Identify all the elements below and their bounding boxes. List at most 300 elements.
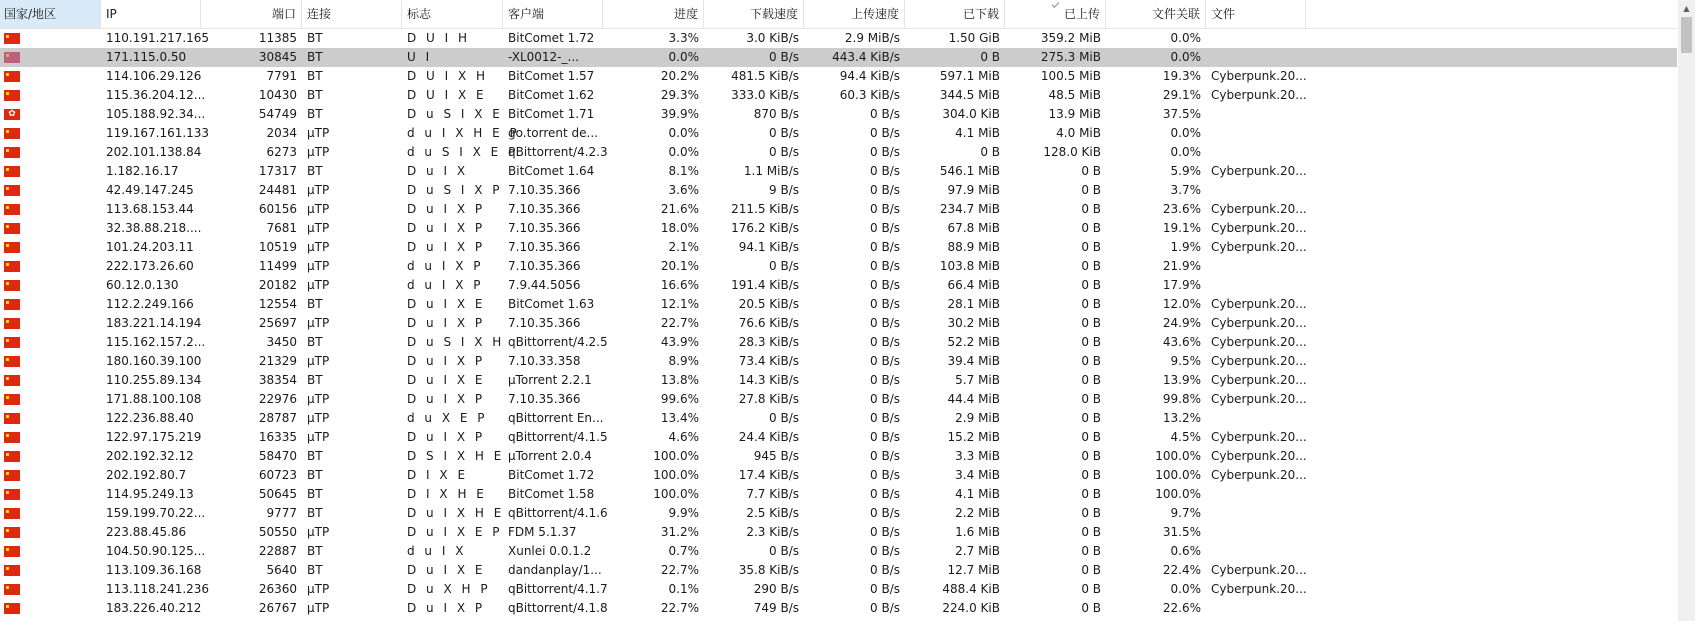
column-header-up-speed[interactable]: 上传速度 <box>804 0 905 28</box>
table-row[interactable] <box>0 371 1677 390</box>
cell-downloaded: 28.1 MiB <box>947 297 1000 311</box>
cell-connection: BT <box>307 88 323 102</box>
cell-relevance: 19.3% <box>1162 69 1201 83</box>
cell-country <box>0 67 101 86</box>
cell-relevance: 1.9% <box>1170 240 1201 254</box>
cell-downloaded: 52.2 MiB <box>947 335 1000 349</box>
cell-port: 50550 <box>258 525 297 539</box>
table-row[interactable] <box>0 29 1677 48</box>
table-row[interactable] <box>0 466 1677 485</box>
cell-down-speed: 211.5 KiB/s <box>731 202 799 216</box>
cell-flags: D u I X P <box>407 316 486 330</box>
cell-connection: µTP <box>307 259 330 273</box>
table-row[interactable] <box>0 580 1677 599</box>
cell-connection: BT <box>307 50 323 64</box>
cell-uploaded: 0 B <box>1081 411 1101 425</box>
cell-country <box>0 580 101 599</box>
cell-country <box>0 599 101 618</box>
cell-files <box>1206 257 1306 276</box>
cell-port: 28787 <box>258 411 297 425</box>
cell-files: Cyberpunk.20... <box>1211 430 1307 444</box>
cell-client: dandanplay/1... <box>508 563 602 577</box>
china-flag-icon <box>4 375 20 386</box>
cell-ip: 1.182.16.17 <box>106 164 179 178</box>
cell-downloaded: 12.7 MiB <box>947 563 1000 577</box>
scrollbar-thumb[interactable] <box>1681 17 1692 53</box>
cell-downloaded: 66.4 MiB <box>947 278 1000 292</box>
column-header-down-speed[interactable]: 下载速度 <box>704 0 804 28</box>
table-row[interactable] <box>0 599 1677 618</box>
cell-ip: 222.173.26.60 <box>106 259 194 273</box>
cell-downloaded: 5.7 MiB <box>955 373 1000 387</box>
china-flag-icon <box>4 280 20 291</box>
china-flag-icon <box>4 318 20 329</box>
cell-files: Cyberpunk.20... <box>1211 69 1307 83</box>
cell-connection: BT <box>307 69 323 83</box>
cell-uploaded: 0 B <box>1081 544 1101 558</box>
table-row[interactable] <box>0 238 1677 257</box>
cell-relevance: 100.0% <box>1155 468 1201 482</box>
column-header-progress[interactable]: 进度 <box>603 0 704 28</box>
cell-ip: 202.192.32.12 <box>106 449 194 463</box>
cell-up-speed: 0 B/s <box>870 183 900 197</box>
cell-files: Cyberpunk.20... <box>1211 563 1307 577</box>
cell-uploaded: 0 B <box>1081 164 1101 178</box>
cell-port: 54749 <box>258 107 297 121</box>
cell-flags: D u I X P <box>407 202 486 216</box>
china-flag-icon <box>4 565 20 576</box>
cell-client: BitComet 1.72 <box>508 468 595 482</box>
cell-downloaded: 488.4 KiB <box>942 582 1000 596</box>
cell-relevance: 19.1% <box>1162 221 1201 235</box>
cell-country <box>0 219 101 238</box>
cell-up-speed: 2.9 MiB/s <box>844 31 900 45</box>
cell-port: 7681 <box>266 221 297 235</box>
cell-files: Cyberpunk.20... <box>1211 354 1307 368</box>
cell-progress: 3.3% <box>668 31 699 45</box>
cell-down-speed: 14.3 KiB/s <box>738 373 799 387</box>
table-row[interactable] <box>0 67 1677 86</box>
cell-flags: D U I H <box>407 31 471 45</box>
cell-up-speed: 0 B/s <box>870 411 900 425</box>
cell-up-speed: 0 B/s <box>870 468 900 482</box>
cell-ip: 202.101.138.84 <box>106 145 202 159</box>
china-flag-icon <box>4 337 20 348</box>
cell-relevance: 0.6% <box>1170 544 1201 558</box>
cell-client: 7.10.35.366 <box>508 316 581 330</box>
cell-down-speed: 27.8 KiB/s <box>738 392 799 406</box>
cell-progress: 13.8% <box>660 373 699 387</box>
cell-downloaded: 15.2 MiB <box>947 430 1000 444</box>
cell-uploaded: 0 B <box>1081 202 1101 216</box>
cell-client: qBittorrent/4.2.3 <box>508 145 608 159</box>
cell-flags: d u S I X E P <box>407 145 519 159</box>
china-flag-icon <box>4 147 20 158</box>
cell-relevance: 21.9% <box>1162 259 1201 273</box>
cell-up-speed: 0 B/s <box>870 563 900 577</box>
cell-flags: D u S I X H <box>407 335 505 349</box>
cell-country <box>0 542 101 561</box>
cell-up-speed: 60.3 KiB/s <box>839 88 900 102</box>
china-flag-icon <box>4 413 20 424</box>
cell-relevance: 22.4% <box>1162 563 1201 577</box>
cell-country <box>0 314 101 333</box>
column-header-relevance[interactable]: 文件关联 <box>1106 0 1206 28</box>
cell-country <box>0 295 101 314</box>
cell-flags: D U I X H <box>407 69 489 83</box>
cell-flags: D u I X P <box>407 601 486 615</box>
table-row[interactable] <box>0 561 1677 580</box>
cell-progress: 4.6% <box>668 430 699 444</box>
cell-relevance: 0.0% <box>1170 145 1201 159</box>
table-row[interactable] <box>0 523 1677 542</box>
cell-connection: BT <box>307 31 323 45</box>
table-row[interactable] <box>0 314 1677 333</box>
china-flag-icon <box>4 71 20 82</box>
cell-progress: 22.7% <box>660 316 699 330</box>
china-flag-icon <box>4 356 20 367</box>
cell-ip: 105.188.92.34... <box>106 107 206 121</box>
china-flag-icon <box>4 489 20 500</box>
table-row[interactable] <box>0 352 1677 371</box>
column-header-connection[interactable]: 连接 <box>302 0 402 28</box>
table-row[interactable] <box>0 447 1677 466</box>
cell-ip: 42.49.147.245 <box>106 183 194 197</box>
cell-client: 7.10.35.366 <box>508 183 581 197</box>
cell-downloaded: 0 B <box>980 145 1000 159</box>
cell-progress: 100.0% <box>653 449 699 463</box>
cell-flags: d u X E P <box>407 411 488 425</box>
cell-down-speed: 35.8 KiB/s <box>738 563 799 577</box>
cell-relevance: 43.6% <box>1162 335 1201 349</box>
cell-files: Cyberpunk.20... <box>1211 468 1307 482</box>
table-row[interactable] <box>0 200 1677 219</box>
cell-relevance: 100.0% <box>1155 487 1201 501</box>
cell-uploaded: 128.0 KiB <box>1043 145 1101 159</box>
cell-up-speed: 0 B/s <box>870 259 900 273</box>
cell-port: 26767 <box>258 601 297 615</box>
cell-down-speed: 9 B/s <box>769 183 799 197</box>
cell-down-speed: 0 B/s <box>769 145 799 159</box>
cell-client: 7.10.35.366 <box>508 202 581 216</box>
table-row[interactable] <box>0 86 1677 105</box>
cell-flags: D u I X P <box>407 430 486 444</box>
cell-up-speed: 0 B/s <box>870 392 900 406</box>
cell-port: 5640 <box>266 563 297 577</box>
cell-files: Cyberpunk.20... <box>1211 221 1307 235</box>
cell-progress: 8.1% <box>668 164 699 178</box>
table-row[interactable] <box>0 124 1677 143</box>
cell-relevance: 13.9% <box>1162 373 1201 387</box>
table-header <box>0 0 1677 29</box>
column-header-flags[interactable]: 标志 <box>402 0 503 28</box>
cell-progress: 43.9% <box>660 335 699 349</box>
table-row[interactable] <box>0 257 1677 276</box>
cell-flags: d u I X P <box>407 259 484 273</box>
cell-down-speed: 76.6 KiB/s <box>738 316 799 330</box>
cell-client: µTorrent 2.2.1 <box>508 373 592 387</box>
cell-uploaded: 0 B <box>1081 525 1101 539</box>
cell-country <box>0 143 101 162</box>
cell-client: BitComet 1.64 <box>508 164 595 178</box>
cell-progress: 21.6% <box>660 202 699 216</box>
cell-progress: 0.0% <box>668 126 699 140</box>
cell-flags: D u X H P <box>407 582 491 596</box>
cell-ip: 32.38.88.218.... <box>106 221 202 235</box>
table-row[interactable] <box>0 48 1677 67</box>
chevron-up-icon[interactable]: ▲ <box>1683 4 1690 13</box>
cell-down-speed: 20.5 KiB/s <box>738 297 799 311</box>
cell-downloaded: 88.9 MiB <box>947 240 1000 254</box>
cell-down-speed: 870 B/s <box>753 107 799 121</box>
cell-down-speed: 2.5 KiB/s <box>746 506 799 520</box>
cell-uploaded: 275.3 MiB <box>1040 50 1101 64</box>
cell-client: µTorrent 2.0.4 <box>508 449 592 463</box>
cell-relevance: 4.5% <box>1170 430 1201 444</box>
cell-ip: 115.162.157.2... <box>106 335 206 349</box>
cell-country <box>0 485 101 504</box>
cell-down-speed: 24.4 KiB/s <box>738 430 799 444</box>
cell-port: 11385 <box>258 31 297 45</box>
cell-progress: 100.0% <box>653 487 699 501</box>
cell-connection: µTP <box>307 240 330 254</box>
cell-uploaded: 0 B <box>1081 392 1101 406</box>
china-flag-icon <box>4 185 20 196</box>
cell-client: 7.10.35.366 <box>508 240 581 254</box>
vertical-scrollbar[interactable] <box>1678 0 1695 621</box>
cell-connection: µTP <box>307 601 330 615</box>
column-header-downloaded[interactable]: 已下载 <box>905 0 1005 28</box>
cell-flags: D u I X P <box>407 240 486 254</box>
table-row[interactable] <box>0 504 1677 523</box>
cell-files <box>1206 29 1306 48</box>
cell-files: Cyberpunk.20... <box>1211 202 1307 216</box>
cell-port: 20182 <box>258 278 297 292</box>
cell-connection: BT <box>307 487 323 501</box>
cell-uploaded: 0 B <box>1081 221 1101 235</box>
cell-uploaded: 0 B <box>1081 354 1101 368</box>
cell-down-speed: 0 B/s <box>769 259 799 273</box>
cell-down-speed: 28.3 KiB/s <box>738 335 799 349</box>
cell-up-speed: 0 B/s <box>870 525 900 539</box>
table-row[interactable] <box>0 143 1677 162</box>
cell-country <box>0 409 101 428</box>
cell-relevance: 29.1% <box>1162 88 1201 102</box>
cell-connection: BT <box>307 506 323 520</box>
cell-up-speed: 0 B/s <box>870 335 900 349</box>
cell-relevance: 31.5% <box>1162 525 1201 539</box>
hong-kong-flag-icon <box>4 109 20 120</box>
cell-progress: 0.7% <box>668 544 699 558</box>
cell-files <box>1206 124 1306 143</box>
cell-country <box>0 105 101 124</box>
cell-port: 16335 <box>258 430 297 444</box>
cell-down-speed: 94.1 KiB/s <box>738 240 799 254</box>
column-header-uploaded[interactable]: 已上传 <box>1005 0 1106 28</box>
cell-downloaded: 0 B <box>980 50 1000 64</box>
column-header-client[interactable]: 客户端 <box>503 0 603 28</box>
table-row[interactable] <box>0 485 1677 504</box>
cell-files: Cyberpunk.20... <box>1211 373 1307 387</box>
cell-files: Cyberpunk.20... <box>1211 582 1307 596</box>
cell-ip: 60.12.0.130 <box>106 278 179 292</box>
china-flag-icon <box>4 603 20 614</box>
table-row[interactable] <box>0 162 1677 181</box>
cell-relevance: 100.0% <box>1155 449 1201 463</box>
cell-files: Cyberpunk.20... <box>1211 449 1307 463</box>
cell-client: qBittorrent/4.1.5 <box>508 430 608 444</box>
cell-country <box>0 447 101 466</box>
cell-relevance: 13.2% <box>1162 411 1201 425</box>
cell-down-speed: 73.4 KiB/s <box>738 354 799 368</box>
cell-up-speed: 0 B/s <box>870 544 900 558</box>
cell-files <box>1206 276 1306 295</box>
cell-down-speed: 749 B/s <box>753 601 799 615</box>
cell-down-speed: 176.2 KiB/s <box>731 221 799 235</box>
cell-relevance: 37.5% <box>1162 107 1201 121</box>
cell-client: 7.10.35.366 <box>508 259 581 273</box>
cell-up-speed: 0 B/s <box>870 297 900 311</box>
table-row[interactable] <box>0 390 1677 409</box>
table-row[interactable] <box>0 295 1677 314</box>
table-row[interactable] <box>0 542 1677 561</box>
china-flag-icon <box>4 128 20 139</box>
cell-downloaded: 4.1 MiB <box>955 487 1000 501</box>
china-flag-icon <box>4 451 20 462</box>
cell-files <box>1206 143 1306 162</box>
cell-country <box>0 238 101 257</box>
cell-down-speed: 945 B/s <box>753 449 799 463</box>
cell-files: Cyberpunk.20... <box>1211 240 1307 254</box>
cell-flags: D u S I X P <box>407 183 503 197</box>
cell-up-speed: 0 B/s <box>870 582 900 596</box>
cell-downloaded: 30.2 MiB <box>947 316 1000 330</box>
cell-port: 21329 <box>258 354 297 368</box>
cell-flags: D U I X E <box>407 88 487 102</box>
cell-port: 10519 <box>258 240 297 254</box>
cell-down-speed: 333.0 KiB/s <box>731 88 799 102</box>
cell-client: 7.10.33.358 <box>508 354 581 368</box>
cell-up-speed: 443.4 KiB/s <box>832 50 900 64</box>
cell-country <box>0 523 101 542</box>
cell-connection: BT <box>307 297 323 311</box>
cell-port: 2034 <box>266 126 297 140</box>
cell-down-speed: 191.4 KiB/s <box>731 278 799 292</box>
cell-up-speed: 0 B/s <box>870 354 900 368</box>
cell-ip: 159.199.70.22... <box>106 506 206 520</box>
cell-downloaded: 344.5 MiB <box>939 88 1000 102</box>
china-flag-icon <box>4 52 20 63</box>
china-flag-icon <box>4 204 20 215</box>
china-flag-icon <box>4 261 20 272</box>
cell-port: 26360 <box>258 582 297 596</box>
cell-ip: 171.88.100.108 <box>106 392 202 406</box>
cell-relevance: 23.6% <box>1162 202 1201 216</box>
table-row[interactable] <box>0 219 1677 238</box>
column-header-ip[interactable]: IP <box>101 0 201 28</box>
cell-connection: µTP <box>307 582 330 596</box>
table-row[interactable] <box>0 181 1677 200</box>
cell-connection: µTP <box>307 202 330 216</box>
table-row[interactable] <box>0 409 1677 428</box>
cell-relevance: 12.0% <box>1162 297 1201 311</box>
table-row[interactable] <box>0 333 1677 352</box>
cell-files <box>1206 523 1306 542</box>
cell-up-speed: 0 B/s <box>870 487 900 501</box>
cell-port: 11499 <box>258 259 297 273</box>
column-header-port[interactable]: 端口 <box>201 0 302 28</box>
cell-progress: 9.9% <box>668 506 699 520</box>
cell-port: 6273 <box>266 145 297 159</box>
cell-up-speed: 0 B/s <box>870 164 900 178</box>
cell-relevance: 0.0% <box>1170 582 1201 596</box>
cell-downloaded: 1.6 MiB <box>955 525 1000 539</box>
cell-ip: 101.24.203.11 <box>106 240 194 254</box>
cell-uploaded: 0 B <box>1081 335 1101 349</box>
cell-client: BitComet 1.62 <box>508 88 595 102</box>
cell-port: 38354 <box>258 373 297 387</box>
cell-progress: 31.2% <box>660 525 699 539</box>
cell-downloaded: 546.1 MiB <box>939 164 1000 178</box>
cell-client: qBittorrent/4.1.7 <box>508 582 608 596</box>
cell-ip: 114.95.249.13 <box>106 487 194 501</box>
cell-downloaded: 3.4 MiB <box>955 468 1000 482</box>
cell-flags: D u S I X E <box>407 107 503 121</box>
table-row[interactable] <box>0 428 1677 447</box>
cell-flags: D u I X <box>407 164 469 178</box>
cell-flags: d u I X P <box>407 278 484 292</box>
cell-ip: 171.115.0.50 <box>106 50 187 64</box>
cell-files: Cyberpunk.20... <box>1211 88 1307 102</box>
cell-up-speed: 0 B/s <box>870 601 900 615</box>
cell-client: qBittorrent/4.1.8 <box>508 601 608 615</box>
cell-uploaded: 359.2 MiB <box>1040 31 1101 45</box>
cell-ip: 112.2.249.166 <box>106 297 194 311</box>
cell-flags: D u I X H E <box>407 506 505 520</box>
cell-ip: 104.50.90.125... <box>106 544 206 558</box>
cell-country <box>0 86 101 105</box>
cell-downloaded: 2.2 MiB <box>955 506 1000 520</box>
cell-port: 3450 <box>266 335 297 349</box>
cell-downloaded: 4.1 MiB <box>955 126 1000 140</box>
cell-port: 10430 <box>258 88 297 102</box>
cell-relevance: 9.7% <box>1170 506 1201 520</box>
china-flag-icon <box>4 242 20 253</box>
column-header-files[interactable]: 文件 <box>1206 0 1306 28</box>
cell-ip: 183.226.40.212 <box>106 601 202 615</box>
cell-connection: BT <box>307 544 323 558</box>
cell-progress: 2.1% <box>668 240 699 254</box>
column-header-country[interactable]: 国家/地区 <box>0 0 101 28</box>
table-row[interactable] <box>0 276 1677 295</box>
cell-uploaded: 0 B <box>1081 468 1101 482</box>
cell-client: qBittorrent/4.1.6 <box>508 506 608 520</box>
china-flag-icon <box>4 90 20 101</box>
cell-port: 24481 <box>258 183 297 197</box>
cell-uploaded: 0 B <box>1081 582 1101 596</box>
cell-down-speed: 7.7 KiB/s <box>746 487 799 501</box>
table-row[interactable] <box>0 105 1677 124</box>
cell-up-speed: 0 B/s <box>870 221 900 235</box>
cell-relevance: 0.0% <box>1170 50 1201 64</box>
cell-up-speed: 0 B/s <box>870 449 900 463</box>
cell-connection: µTP <box>307 278 330 292</box>
cell-files <box>1206 485 1306 504</box>
cell-connection: µTP <box>307 145 330 159</box>
cell-downloaded: 304.0 KiB <box>942 107 1000 121</box>
cell-progress: 22.7% <box>660 563 699 577</box>
cell-flags: D u I X P <box>407 392 486 406</box>
